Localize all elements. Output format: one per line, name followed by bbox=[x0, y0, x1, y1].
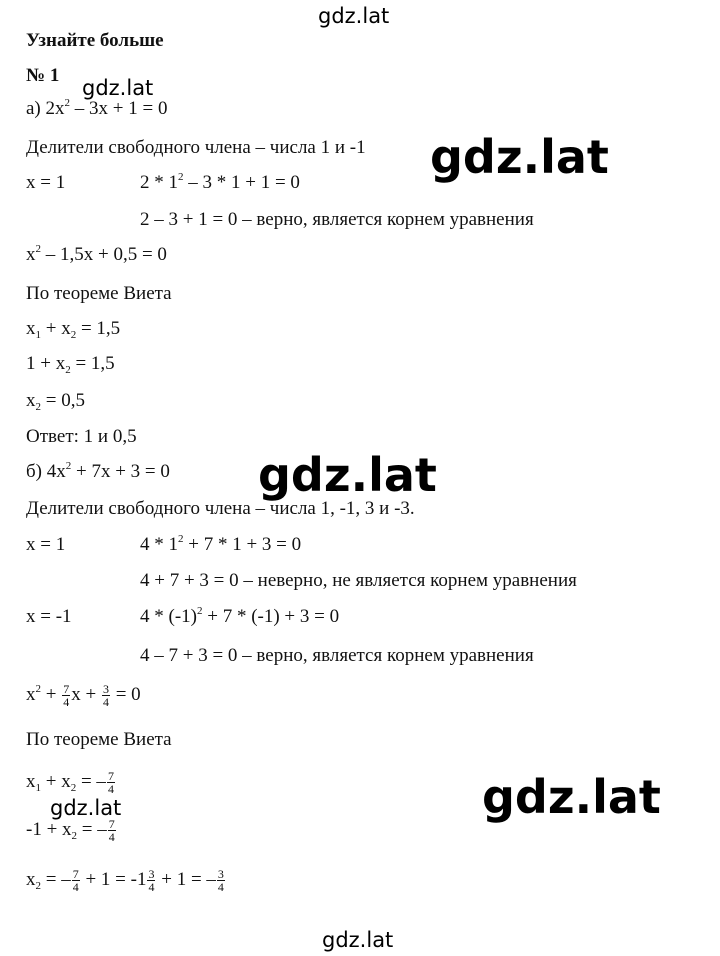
root-x2-b: $x_2$ = – $\frac{7}{4}$ + 1 = -1 $\frac{3}{4}$ + 1 = – $\frac{3}{4}$ bbox=[26, 867, 224, 894]
section-title: Узнайте больше bbox=[26, 30, 164, 51]
watermark: gdz.lat bbox=[322, 928, 394, 952]
watermark: gdz.lat bbox=[482, 770, 661, 824]
answer-a: Ответ: 1 и 0,5 bbox=[26, 426, 137, 447]
vieta-sum-a: $x_1 + x_2 = 1,5$ bbox=[26, 318, 121, 341]
check-x2-b: x = -1 bbox=[26, 606, 72, 627]
watermark: gdz.lat bbox=[258, 448, 437, 502]
divisors-b: Делители свободного члена – числа 1, -1, 3 и -3. bbox=[26, 498, 415, 519]
watermark: gdz.lat bbox=[430, 130, 609, 184]
check-eq2-b: $4 * (-1)^2 + 7 * (-1) + 3 = 0$ bbox=[140, 605, 340, 627]
check-result1-b: 4 + 7 + 3 = 0 – неверно, не является корнем уравнения bbox=[140, 570, 577, 591]
check-x-a: x = 1 bbox=[26, 172, 66, 193]
vieta-step-b: $-1 + x_2$ = – $\frac{7}{4}$ bbox=[26, 817, 115, 844]
check-result2-b: 4 – 7 + 3 = 0 – верно, является корнем уравнения bbox=[140, 645, 534, 666]
task-number: № 1 bbox=[26, 65, 60, 86]
vieta-b: По теореме Виета bbox=[26, 729, 172, 750]
equation-b: б) $4x^2 + 7x + 3 = 0$ bbox=[26, 460, 170, 482]
check-result-a: 2 – 3 + 1 = 0 – верно, является корнем уравнения bbox=[140, 209, 534, 230]
check-eq-a: $2 * 1^2 - 3 * 1 + 1 = 0$ bbox=[140, 171, 300, 193]
reduced-eq-a: $x^2 - 1,5x + 0,5 = 0$ bbox=[26, 243, 167, 265]
divisors-a: Делители свободного члена – числа 1 и -1 bbox=[26, 137, 366, 158]
vieta-a: По теореме Виета bbox=[26, 283, 172, 304]
root-x2-a: $x_2 = 0,5$ bbox=[26, 390, 85, 413]
vieta-step-a: $1 + x_2 = 1,5$ bbox=[26, 353, 115, 376]
watermark: gdz.lat bbox=[50, 796, 122, 820]
equation-a: а) $2x^2 - 3x + 1 = 0$ bbox=[26, 97, 168, 119]
watermark: gdz.lat bbox=[82, 76, 154, 100]
reduced-eq-b: $x^2$ + $\frac{7}{4}$ x + $\frac{3}{4}$ = 0 bbox=[26, 682, 141, 709]
watermark: gdz.lat bbox=[318, 4, 390, 28]
check-eq1-b: $4 * 1^2 + 7 * 1 + 3 = 0$ bbox=[140, 533, 302, 555]
vieta-sum-b: $x_1 + x_2$ = – $\frac{7}{4}$ bbox=[26, 769, 114, 796]
check-x1-b: x = 1 bbox=[26, 534, 66, 555]
